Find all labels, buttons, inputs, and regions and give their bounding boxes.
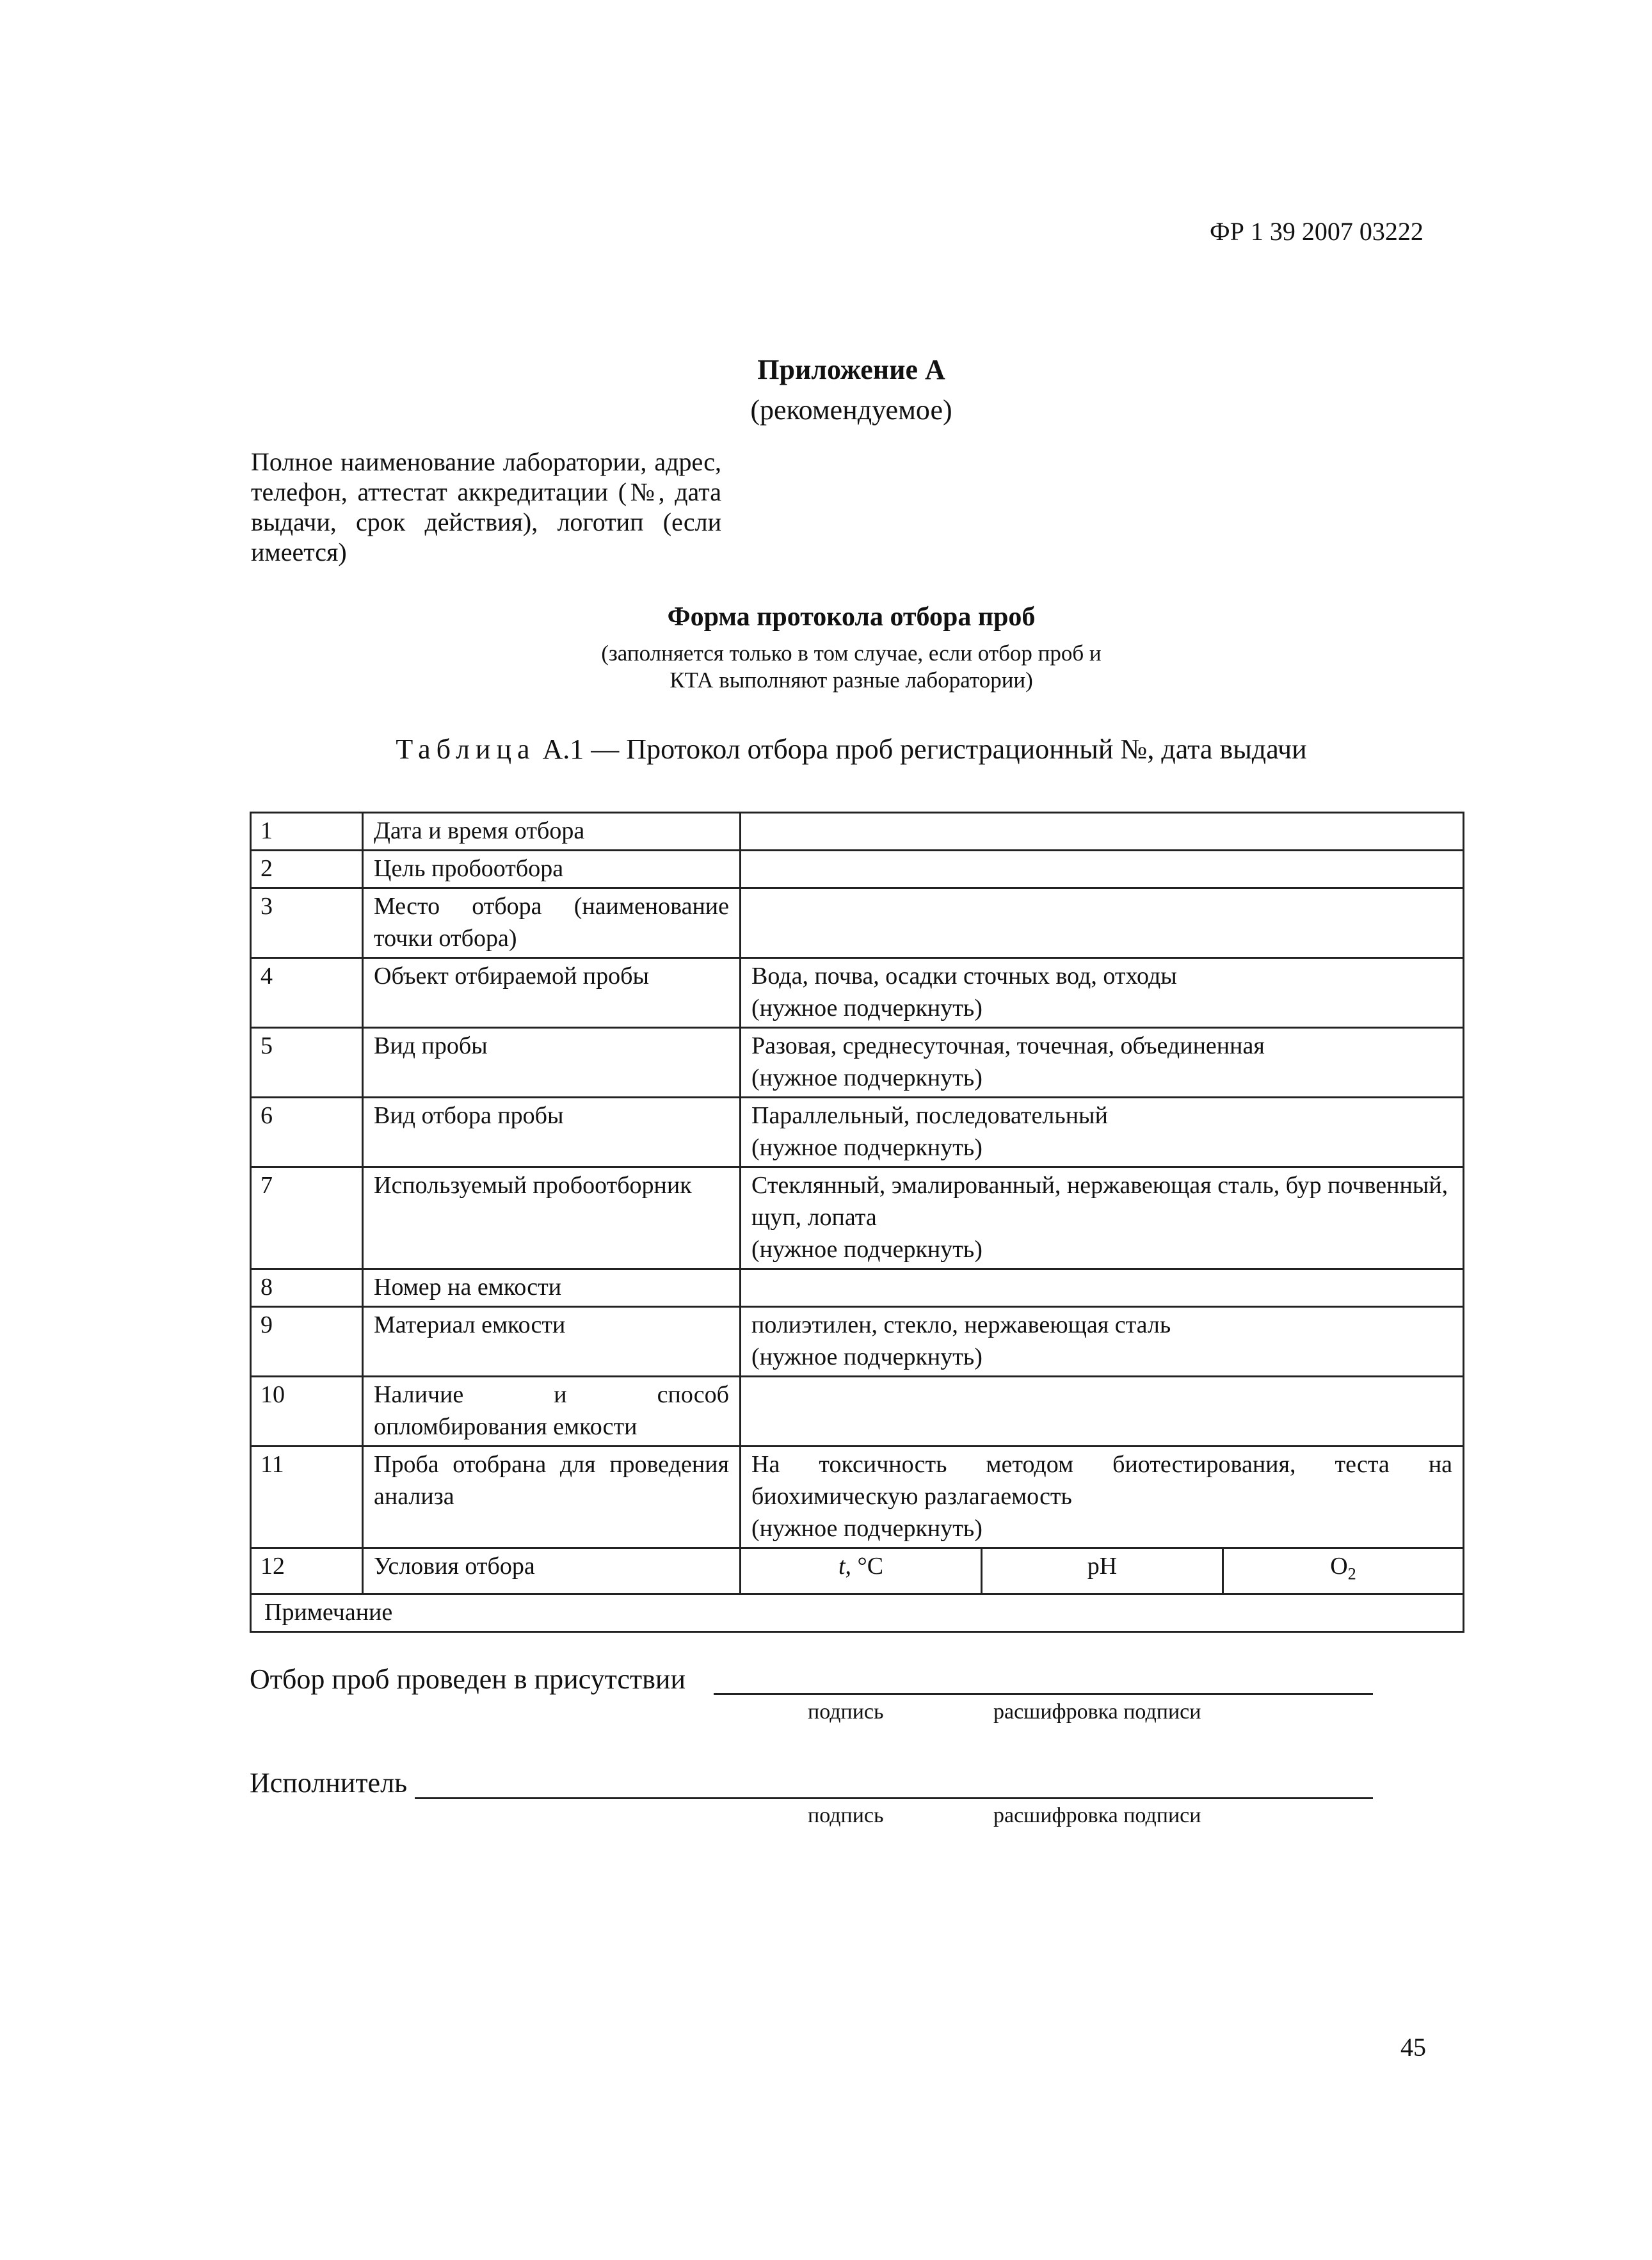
- row-number: 12: [251, 1548, 363, 1594]
- table-row: [251, 1028, 1464, 1098]
- row-value-note: (нужное подчеркнуть): [751, 1064, 982, 1091]
- oxygen-label: O: [1330, 1553, 1348, 1580]
- row-number: 3: [251, 888, 363, 958]
- row-field-label: Условия отбора: [363, 1548, 741, 1594]
- row-number: 9: [251, 1307, 363, 1377]
- ph-cell[interactable]: [982, 1548, 1223, 1594]
- row-field-label: Используемый пробоотборник: [363, 1167, 741, 1269]
- table-row: [251, 1098, 1464, 1167]
- oxygen-cell[interactable]: [1223, 1548, 1464, 1594]
- row-value-text: Разовая, среднесуточная, точечная, объединенная: [751, 1032, 1265, 1059]
- signature-decode-caption: расшифровка подписи: [993, 1700, 1201, 1724]
- row-number: 10: [251, 1377, 363, 1447]
- row-value-cell[interactable]: [741, 1447, 1464, 1548]
- row-value-cell[interactable]: [741, 1377, 1464, 1447]
- row-value-cell[interactable]: [741, 813, 1464, 851]
- row-value-text: полиэтилен, стекло, нержавеющая сталь: [751, 1311, 1171, 1338]
- document-code: ФР 1 39 2007 03222: [1210, 217, 1423, 246]
- form-note-line: (заполняется только в том случае, если отбор проб и: [601, 641, 1102, 666]
- row-field-label: Цель пробоотбора: [363, 851, 741, 888]
- row-number: 11: [251, 1447, 363, 1548]
- row-field-label: Объект отбираемой пробы: [363, 958, 741, 1028]
- row-field-label: Материал емкости: [363, 1307, 741, 1377]
- executor-signature-line[interactable]: [415, 1797, 1373, 1799]
- row-value-cell[interactable]: [741, 888, 1464, 958]
- row-number: 5: [251, 1028, 363, 1098]
- row-value-text: Вода, почва, осадки сточных вод, отходы: [751, 963, 1177, 990]
- row-value-cell[interactable]: [741, 1028, 1464, 1098]
- row-value-cell[interactable]: [741, 958, 1464, 1028]
- appendix-subtitle: (рекомендуемое): [750, 394, 952, 426]
- remark-label: Примечание: [264, 1598, 393, 1626]
- row-number: 2: [251, 851, 363, 888]
- signature-caption: подпись: [808, 1700, 884, 1724]
- table-caption-text: А.1 — Протокол отбора проб регистрационный №, дата выдачи: [542, 733, 1307, 765]
- row-value-text: Стеклянный, эмалированный, нержавеющая сталь, бур почвенный, щуп, лопата: [751, 1172, 1448, 1231]
- appendix-title: Приложение А: [757, 354, 945, 385]
- row-number: 4: [251, 958, 363, 1028]
- oxygen-subscript: 2: [1347, 1564, 1356, 1583]
- conditions-row: [251, 1548, 1464, 1594]
- table-caption-prefix: Таблица: [396, 733, 536, 765]
- signature-caption: подпись: [808, 1804, 884, 1827]
- row-value-cell[interactable]: [741, 1307, 1464, 1377]
- row-field-label: Вид отбора пробы: [363, 1098, 741, 1167]
- row-field-label: Проба отобрана для проведения анализа: [363, 1447, 741, 1548]
- row-value-cell[interactable]: [741, 1269, 1464, 1307]
- row-value-note: (нужное подчеркнуть): [751, 1236, 982, 1263]
- row-value-text: На токсичность методом биотестирования, теста на биохимическую разлагаемость: [751, 1451, 1453, 1510]
- form-note-line: КТА выполняют разные лаборатории): [670, 668, 1033, 693]
- row-value-cell[interactable]: [741, 1098, 1464, 1167]
- table-row: [251, 1307, 1464, 1377]
- remark-cell[interactable]: [251, 1594, 1464, 1631]
- row-value-note: (нужное подчеркнуть): [751, 1515, 982, 1542]
- row-value-text: Параллельный, последовательный: [751, 1102, 1108, 1129]
- table-row: [251, 851, 1464, 888]
- row-value-cell[interactable]: [741, 851, 1464, 888]
- table-row: [251, 958, 1464, 1028]
- laboratory-info-placeholder: Полное наименование лаборатории, адрес, телефон, аттестат аккредитации (№, дата выдачи, срок действия), логотип (если имеется): [251, 447, 721, 566]
- table-row: [251, 1269, 1464, 1307]
- row-value-note: (нужное подчеркнуть): [751, 1134, 982, 1161]
- table-caption: [0, 733, 1652, 765]
- presence-signature-line[interactable]: [714, 1693, 1373, 1695]
- temperature-unit: , °С: [845, 1553, 884, 1580]
- row-field-label: Вид пробы: [363, 1028, 741, 1098]
- row-number: 8: [251, 1269, 363, 1307]
- ph-label: pH: [1087, 1553, 1118, 1580]
- row-field-label: Наличие и способ опломбирования емкости: [363, 1377, 741, 1447]
- table-row: [251, 1167, 1464, 1269]
- table-row: [251, 813, 1464, 851]
- sampling-protocol-table: [250, 812, 1464, 1633]
- row-number: 6: [251, 1098, 363, 1167]
- remark-row: [251, 1594, 1464, 1631]
- form-note: [0, 640, 1652, 694]
- table-row: [251, 1377, 1464, 1447]
- row-value-cell[interactable]: [741, 1167, 1464, 1269]
- table-row: [251, 1447, 1464, 1548]
- temperature-cell[interactable]: [741, 1548, 982, 1594]
- row-value-note: (нужное подчеркнуть): [751, 995, 982, 1022]
- temperature-symbol: t: [838, 1553, 846, 1580]
- form-title: Форма протокола отбора проб: [667, 602, 1036, 632]
- row-field-label: Номер на емкости: [363, 1269, 741, 1307]
- row-field-label: Место отбора (наименование точки отбора): [363, 888, 741, 958]
- row-value-note: (нужное подчеркнуть): [751, 1343, 982, 1370]
- page-number: 45: [1400, 2033, 1426, 2062]
- executor-label: Исполнитель: [250, 1767, 408, 1799]
- row-field-label: Дата и время отбора: [363, 813, 741, 851]
- signature-decode-caption: расшифровка подписи: [993, 1804, 1201, 1827]
- row-number: 7: [251, 1167, 363, 1269]
- row-number: 1: [251, 813, 363, 851]
- table-row: [251, 888, 1464, 958]
- presence-label: Отбор проб проведен в присутствии: [250, 1663, 686, 1695]
